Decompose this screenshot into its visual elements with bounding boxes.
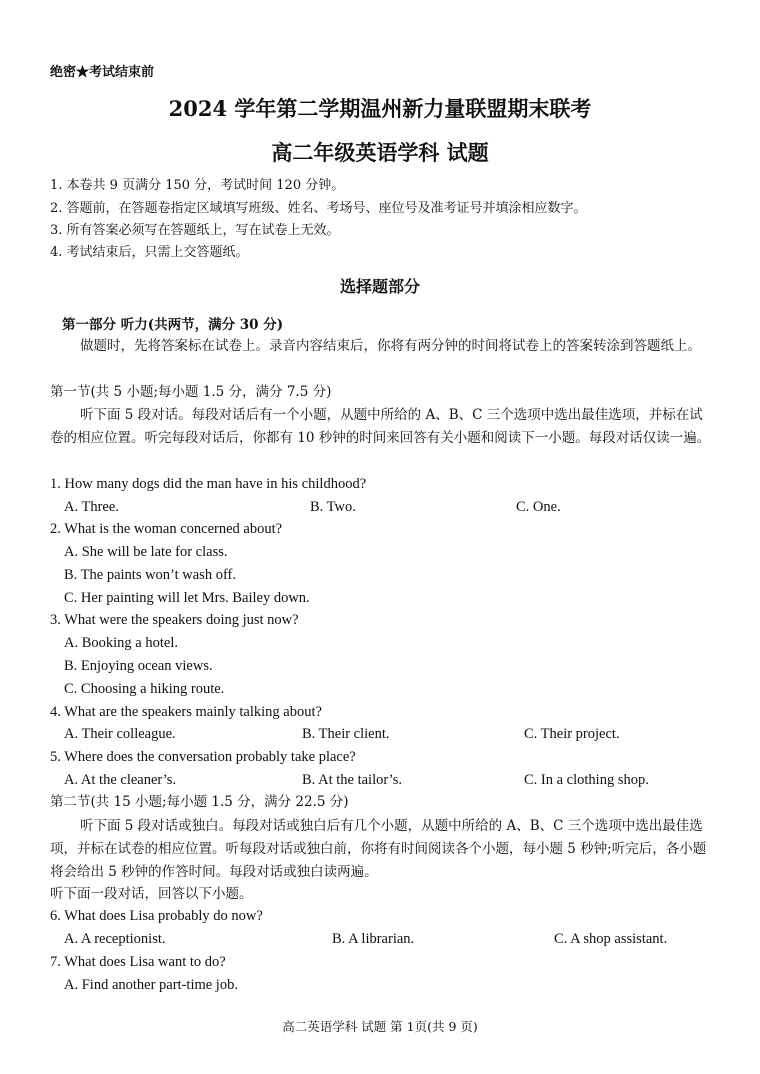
section1-heading: 第一节(共 5 小题;每小题 1.5 分，满分 7.5 分) xyxy=(50,384,332,400)
note-item: 1. 本卷共 9 页满分 150 分，考试时间 120 分钟。 xyxy=(50,178,345,193)
q3-option-c: C. Choosing a hiking route. xyxy=(64,681,225,697)
q4-option-a: A. Their colleague. xyxy=(64,726,176,742)
question-4: 4. What are the speakers mainly talking about? xyxy=(50,704,322,720)
confidential-label: 绝密★考试结束前 xyxy=(50,65,155,80)
listen-prompt: 听下面一段对话，回答以下小题。 xyxy=(50,886,253,902)
q7-option-a: A. Find another part-time job. xyxy=(64,977,238,993)
q3-option-b: B. Enjoying ocean views. xyxy=(64,658,213,674)
question-2: 2. What is the woman concerned about? xyxy=(50,521,283,537)
q2-option-b: B. The paints won’t wash off. xyxy=(64,567,236,583)
exam-subtitle: 高二年级英语学科 试题 xyxy=(271,140,489,165)
q1-option-c: C. One. xyxy=(516,499,561,515)
q1-option-a: A. Three. xyxy=(64,499,119,515)
question-3: 3. What were the speakers doing just now? xyxy=(50,612,299,628)
q6-option-a: A. A receptionist. xyxy=(64,931,166,947)
section2-intro: 听下面 5 段对话或独白。每段对话或独白后有几个小题，从题中所给的 A、B、C 三个选项中选出最佳选项，并标在试卷的相应位置。听每段对话或独白前，你将有时间阅读各个小题，每小题 5 秒钟;听完后，各小题将会给出 5 秒钟的作答时间。每段对话或独白读两遍。 xyxy=(50,818,707,880)
section2-heading: 第二节(共 15 小题;每小题 1.5 分，满分 22.5 分) xyxy=(50,794,349,810)
section1-intro: 听下面 5 段对话。每段对话后有一个小题，从题中所给的 A、B、C 三个选项中选出最佳选项，并标在试卷的相应位置。听完每段对话后，你都有 10 秒钟的时间来回答有关小题和阅读下一小题。每段对话仅读一遍。 xyxy=(50,407,711,446)
question-7: 7. What does Lisa want to do? xyxy=(50,954,226,970)
question-5: 5. Where does the conversation probably take place? xyxy=(50,749,356,765)
part-intro: 做题时，先将答案标在试卷上。录音内容结束后，你将有两分钟的时间将试卷上的答案转涂到答题纸上。 xyxy=(80,338,701,354)
part-heading: 第一部分 听力(共两节，满分 30 分) xyxy=(62,317,284,333)
q5-option-a: A. At the cleaner’s. xyxy=(64,772,177,788)
page-footer: 高二英语学科 试题 第 1页(共 9 页) xyxy=(282,1019,478,1034)
note-item: 2. 答题前，在答题卷指定区域填写班级、姓名、考场号、座位号及准考证号并填涂相应数字。 xyxy=(50,201,587,216)
q6-option-b: B. A librarian. xyxy=(332,931,415,947)
q1-option-b: B. Two. xyxy=(310,499,356,515)
note-item: 4. 考试结束后，只需上交答题纸。 xyxy=(50,245,249,260)
q5-option-b: B. At the tailor’s. xyxy=(302,772,403,788)
question-1: 1. How many dogs did the man have in his childhood? xyxy=(50,476,367,492)
q4-option-b: B. Their client. xyxy=(302,726,390,742)
q2-option-c: C. Her painting will let Mrs. Bailey down. xyxy=(64,590,310,606)
q5-option-c: C. In a clothing shop. xyxy=(524,772,649,788)
section-title: 选择题部分 xyxy=(339,277,420,296)
exam-title: 2024 学年第二学期温州新力量联盟期末联考 xyxy=(168,96,592,121)
q6-option-c: C. A shop assistant. xyxy=(554,931,668,947)
question-6: 6. What does Lisa probably do now? xyxy=(50,908,263,924)
q4-option-c: C. Their project. xyxy=(524,726,620,742)
q3-option-a: A. Booking a hotel. xyxy=(64,635,178,651)
note-item: 3. 所有答案必须写在答题纸上，写在试卷上无效。 xyxy=(50,223,340,238)
q2-option-a: A. She will be late for class. xyxy=(64,544,228,560)
